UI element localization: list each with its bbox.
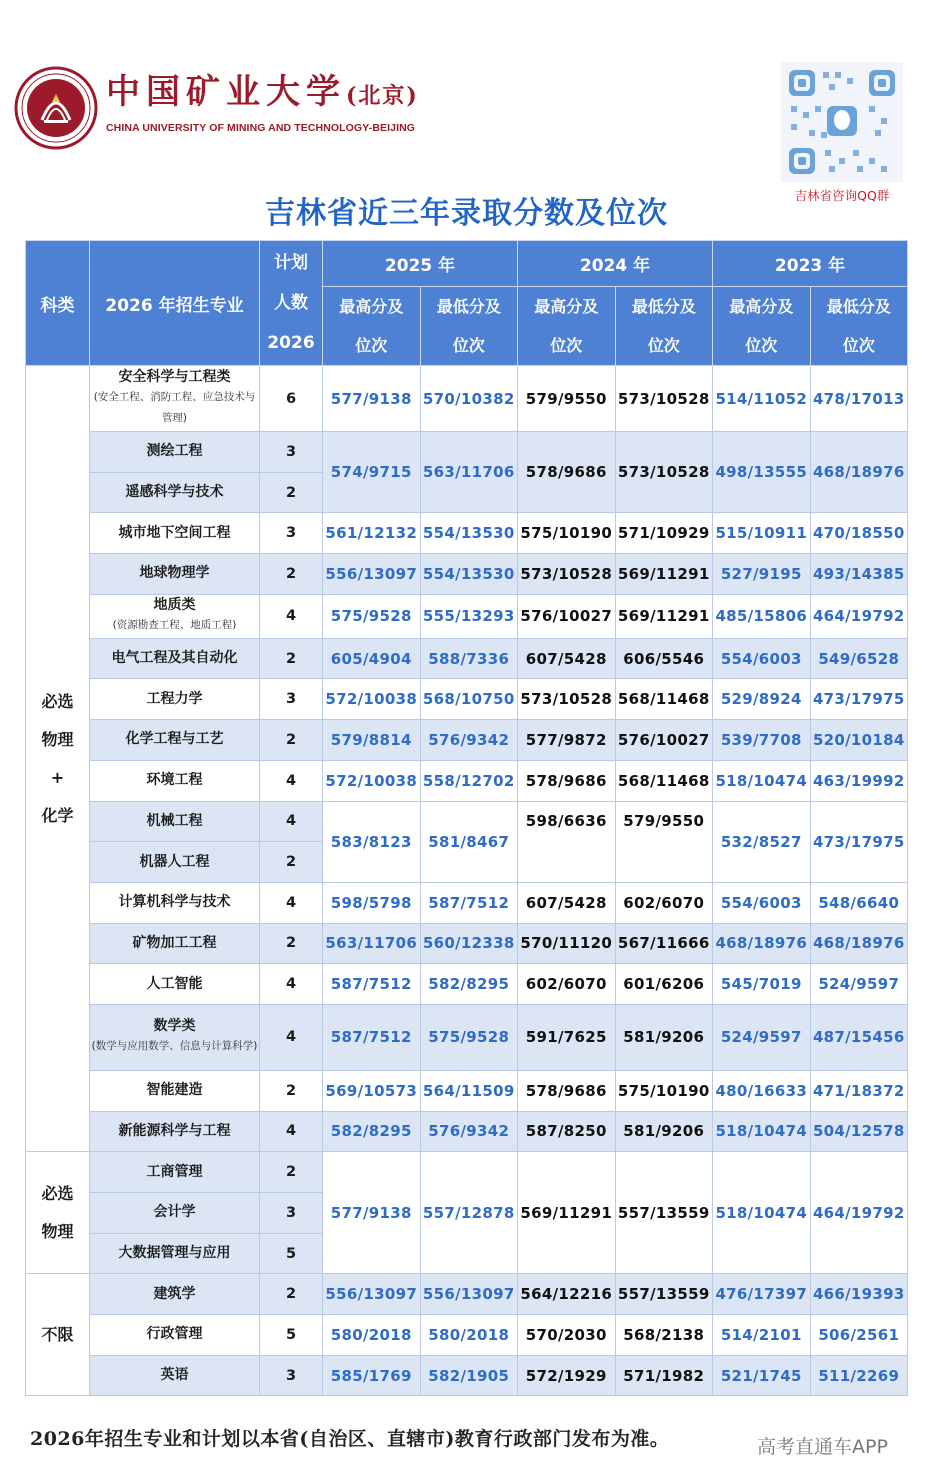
major-name: 数学类 (数学与应用数学、信息与计算科学): [90, 1004, 260, 1070]
score-2024-min: 576/10027: [615, 720, 713, 761]
score-2023-min: 478/17013: [810, 366, 908, 432]
plan-count: 3: [260, 432, 323, 473]
score-2025-max: 605/4904: [323, 638, 421, 679]
major-name: 智能建造: [90, 1070, 260, 1111]
plan-count: 3: [260, 1355, 323, 1396]
score-2025-min: 557/12878: [420, 1152, 518, 1274]
table-row: [26, 1274, 908, 1315]
col-category: 科类: [26, 241, 90, 366]
score-2024-max: 570/11120: [518, 923, 616, 964]
score-2025-max: 579/8814: [323, 720, 421, 761]
major-name: 遥感科学与技术: [90, 472, 260, 513]
plan-count: 4: [260, 801, 323, 842]
brand-name-cn: 中国矿业大学(北京): [106, 72, 419, 112]
major-name: 新能源科学与工程: [90, 1111, 260, 1152]
score-2023-min: 504/12578: [810, 1111, 908, 1152]
major-name: 人工智能: [90, 964, 260, 1005]
col-year-2025: 2025 年: [323, 241, 518, 287]
admission-score-table: [25, 240, 908, 1396]
score-2025-max: 574/9715: [323, 432, 421, 513]
score-2025-min: 570/10382: [420, 366, 518, 432]
plan-count: 2: [260, 720, 323, 761]
score-2023-min: 473/17975: [810, 801, 908, 882]
score-2023-min: 549/6528: [810, 638, 908, 679]
score-2025-min: 588/7336: [420, 638, 518, 679]
table-row: [26, 513, 908, 554]
score-2023-min: 470/18550: [810, 513, 908, 554]
table-row: [26, 638, 908, 679]
score-2024-min: 581/9206: [615, 1111, 713, 1152]
score-2023-max: 521/1745: [713, 1355, 811, 1396]
col-plan: 计划 人数 2026: [260, 241, 323, 366]
score-2023-min: 524/9597: [810, 964, 908, 1005]
score-2025-max: 585/1769: [323, 1355, 421, 1396]
plan-count: 6: [260, 366, 323, 432]
table-row: [26, 882, 908, 923]
score-2024-min: 573/10528: [615, 366, 713, 432]
score-2025-min: 576/9342: [420, 720, 518, 761]
score-2024-max: 579/9550: [518, 366, 616, 432]
table-row: [26, 964, 908, 1005]
score-2025-max: 556/13097: [323, 554, 421, 595]
major-name: 机械工程: [90, 801, 260, 842]
score-2025-min: 560/12338: [420, 923, 518, 964]
score-2024-min: 573/10528: [615, 432, 713, 513]
score-2023-min: 466/19393: [810, 1274, 908, 1315]
score-2023-max: 518/10474: [713, 760, 811, 801]
university-seal-icon: [14, 66, 98, 150]
score-2024-max: 573/10528: [518, 679, 616, 720]
table-row: [26, 801, 908, 842]
score-2025-min: 587/7512: [420, 882, 518, 923]
plan-count: 2: [260, 554, 323, 595]
score-2024-max: 573/10528: [518, 554, 616, 595]
score-2025-max: 575/9528: [323, 594, 421, 638]
table-row: [26, 554, 908, 595]
qr-code-icon: [781, 62, 903, 182]
major-name: 测绘工程: [90, 432, 260, 473]
score-2025-max: 577/9138: [323, 1152, 421, 1274]
col-min-2025: 最低分及 位次: [420, 287, 518, 366]
score-2024-min: 557/13559: [615, 1152, 713, 1274]
score-2025-max: 563/11706: [323, 923, 421, 964]
score-2025-max: 583/8123: [323, 801, 421, 882]
qr-caption: 吉林省咨询QQ群: [794, 188, 890, 203]
plan-count: 4: [260, 882, 323, 923]
plan-count: 4: [260, 964, 323, 1005]
score-2024-min: 571/1982: [615, 1355, 713, 1396]
score-2023-min: 520/10184: [810, 720, 908, 761]
score-2025-max: 556/13097: [323, 1274, 421, 1315]
col-major: 2026 年招生专业: [90, 241, 260, 366]
category-unrestricted: 不限: [26, 1274, 90, 1396]
score-2024-min: 569/11291: [615, 554, 713, 595]
plan-count: 3: [260, 513, 323, 554]
major-name: 机器人工程: [90, 842, 260, 883]
score-2023-min: 473/17975: [810, 679, 908, 720]
col-min-2023: 最低分及 位次: [810, 287, 908, 366]
score-2025-min: 576/9342: [420, 1111, 518, 1152]
major-name: 地质类 (资源勘查工程、地质工程): [90, 594, 260, 638]
score-2025-min: 554/13530: [420, 554, 518, 595]
table-row: [26, 1004, 908, 1070]
col-year-2024: 2024 年: [518, 241, 713, 287]
score-2024-max: 591/7625: [518, 1004, 616, 1070]
score-2024-max: 577/9872: [518, 720, 616, 761]
score-2023-min: 548/6640: [810, 882, 908, 923]
score-2025-min: 580/2018: [420, 1315, 518, 1356]
plan-count: 2: [260, 1274, 323, 1315]
score-2023-max: 532/8527: [713, 801, 811, 882]
score-2025-min: 581/8467: [420, 801, 518, 882]
major-name: 计算机科学与技术: [90, 882, 260, 923]
table-row: [26, 679, 908, 720]
table-row: [26, 1070, 908, 1111]
major-name: 工程力学: [90, 679, 260, 720]
score-2023-min: 493/14385: [810, 554, 908, 595]
score-2025-max: 572/10038: [323, 679, 421, 720]
score-2025-min: 554/13530: [420, 513, 518, 554]
table-row: [26, 432, 908, 473]
score-2023-max: 480/16633: [713, 1070, 811, 1111]
score-2025-min: 563/11706: [420, 432, 518, 513]
plan-count: 2: [260, 638, 323, 679]
table-row: [26, 760, 908, 801]
table-body: [26, 366, 908, 1396]
score-2023-min: 487/15456: [810, 1004, 908, 1070]
score-2025-max: 569/10573: [323, 1070, 421, 1111]
score-2023-max: 468/18976: [713, 923, 811, 964]
plan-count: 3: [260, 1193, 323, 1234]
major-name: 会计学: [90, 1193, 260, 1234]
major-name: 行政管理: [90, 1315, 260, 1356]
score-2023-min: 511/2269: [810, 1355, 908, 1396]
score-2023-max: 518/10474: [713, 1152, 811, 1274]
score-2023-min: 463/19992: [810, 760, 908, 801]
score-2023-max: 524/9597: [713, 1004, 811, 1070]
score-2024-max: 602/6070: [518, 964, 616, 1005]
table-row: [26, 1315, 908, 1356]
score-2024-min: 602/6070: [615, 882, 713, 923]
major-name: 城市地下空间工程: [90, 513, 260, 554]
major-name: 英语: [90, 1355, 260, 1396]
score-2024-max: 576/10027: [518, 594, 616, 638]
score-2024-max: 578/9686: [518, 1070, 616, 1111]
category-physics-chemistry: 必选 物理 + 化学: [26, 366, 90, 1152]
score-2023-min: 464/19792: [810, 1152, 908, 1274]
plan-count: 5: [260, 1233, 323, 1274]
col-min-2024: 最低分及 位次: [615, 287, 713, 366]
table-row: [26, 1355, 908, 1396]
col-max-2025: 最高分及 位次: [323, 287, 421, 366]
score-2024-min: 601/6206: [615, 964, 713, 1005]
score-2024-max: 598/6636: [518, 801, 616, 882]
major-name: 化学工程与工艺: [90, 720, 260, 761]
score-2025-min: 556/13097: [420, 1274, 518, 1315]
col-max-2023: 最高分及 位次: [713, 287, 811, 366]
score-2023-max: 476/17397: [713, 1274, 811, 1315]
major-name: 工商管理: [90, 1152, 260, 1193]
score-2023-max: 529/8924: [713, 679, 811, 720]
plan-count: 2: [260, 1070, 323, 1111]
score-2024-min: 575/10190: [615, 1070, 713, 1111]
score-2025-max: 561/12132: [323, 513, 421, 554]
score-2024-max: 569/11291: [518, 1152, 616, 1274]
page-title: 吉林省近三年录取分数及位次: [265, 196, 668, 231]
major-name: 大数据管理与应用: [90, 1233, 260, 1274]
score-2023-max: 554/6003: [713, 638, 811, 679]
score-2024-min: 568/11468: [615, 679, 713, 720]
score-2023-min: 471/18372: [810, 1070, 908, 1111]
score-2023-min: 506/2561: [810, 1315, 908, 1356]
score-2023-max: 514/2101: [713, 1315, 811, 1356]
score-2023-max: 518/10474: [713, 1111, 811, 1152]
col-year-2023: 2023 年: [713, 241, 908, 287]
footer-note: 2026年招生专业和计划以本省(自治区、直辖市)教育行政部门发布为准。: [30, 1428, 670, 1450]
score-2023-max: 515/10911: [713, 513, 811, 554]
score-2024-min: 568/2138: [615, 1315, 713, 1356]
plan-count: 4: [260, 760, 323, 801]
score-2025-min: 568/10750: [420, 679, 518, 720]
plan-count: 2: [260, 472, 323, 513]
score-2023-min: 468/18976: [810, 432, 908, 513]
major-name: 环境工程: [90, 760, 260, 801]
major-name: 安全科学与工程类 (安全工程、消防工程、应急技术与管理): [90, 366, 260, 432]
score-2025-max: 587/7512: [323, 964, 421, 1005]
plan-count: 2: [260, 923, 323, 964]
major-name: 电气工程及其自动化: [90, 638, 260, 679]
score-2023-max: 554/6003: [713, 882, 811, 923]
score-2025-min: 555/13293: [420, 594, 518, 638]
score-2025-min: 564/11509: [420, 1070, 518, 1111]
score-2023-max: 545/7019: [713, 964, 811, 1005]
score-2023-max: 527/9195: [713, 554, 811, 595]
table-row: [26, 923, 908, 964]
score-2024-max: 564/12216: [518, 1274, 616, 1315]
score-2024-max: 607/5428: [518, 882, 616, 923]
university-brand: [106, 70, 419, 134]
score-2024-min: 568/11468: [615, 760, 713, 801]
plan-count: 4: [260, 594, 323, 638]
score-2025-min: 582/1905: [420, 1355, 518, 1396]
major-name: 建筑学: [90, 1274, 260, 1315]
score-2025-max: 572/10038: [323, 760, 421, 801]
score-2023-min: 464/19792: [810, 594, 908, 638]
score-2024-min: 581/9206: [615, 1004, 713, 1070]
score-2023-min: 468/18976: [810, 923, 908, 964]
plan-count: 2: [260, 842, 323, 883]
watermark: 高考直通车APP: [757, 1436, 888, 1458]
score-2024-max: 575/10190: [518, 513, 616, 554]
score-2025-max: 580/2018: [323, 1315, 421, 1356]
col-max-2024: 最高分及 位次: [518, 287, 616, 366]
score-2025-min: 575/9528: [420, 1004, 518, 1070]
score-2025-max: 582/8295: [323, 1111, 421, 1152]
table-header: [26, 241, 908, 366]
score-2024-min: 567/11666: [615, 923, 713, 964]
score-2025-min: 582/8295: [420, 964, 518, 1005]
table-row: [26, 1152, 908, 1193]
score-2024-max: 570/2030: [518, 1315, 616, 1356]
score-2024-min: 606/5546: [615, 638, 713, 679]
score-2023-max: 498/13555: [713, 432, 811, 513]
table-row: [26, 366, 908, 432]
brand-name-en: CHINA UNIVERSITY OF MINING AND TECHNOLOGY-BEIJING: [106, 122, 416, 134]
major-name: 地球物理学: [90, 554, 260, 595]
plan-count: 2: [260, 1152, 323, 1193]
score-2025-max: 587/7512: [323, 1004, 421, 1070]
table-row: [26, 720, 908, 761]
score-2024-max: 572/1929: [518, 1355, 616, 1396]
score-2024-max: 587/8250: [518, 1111, 616, 1152]
score-2025-max: 577/9138: [323, 366, 421, 432]
score-2024-max: 578/9686: [518, 432, 616, 513]
score-2024-min: 579/9550: [615, 801, 713, 882]
page-header: [0, 0, 933, 240]
score-2024-min: 569/11291: [615, 594, 713, 638]
score-2024-min: 571/10929: [615, 513, 713, 554]
score-2024-max: 578/9686: [518, 760, 616, 801]
table-row: [26, 594, 908, 638]
plan-count: 4: [260, 1004, 323, 1070]
plan-count: 5: [260, 1315, 323, 1356]
score-2024-min: 557/13559: [615, 1274, 713, 1315]
score-2023-max: 485/15806: [713, 594, 811, 638]
score-2025-max: 598/5798: [323, 882, 421, 923]
table-row: [26, 1111, 908, 1152]
score-2025-min: 558/12702: [420, 760, 518, 801]
category-physics: 必选 物理: [26, 1152, 90, 1274]
score-2023-max: 514/11052: [713, 366, 811, 432]
major-name: 矿物加工工程: [90, 923, 260, 964]
score-2023-max: 539/7708: [713, 720, 811, 761]
plan-count: 3: [260, 679, 323, 720]
score-2024-max: 607/5428: [518, 638, 616, 679]
plan-count: 4: [260, 1111, 323, 1152]
